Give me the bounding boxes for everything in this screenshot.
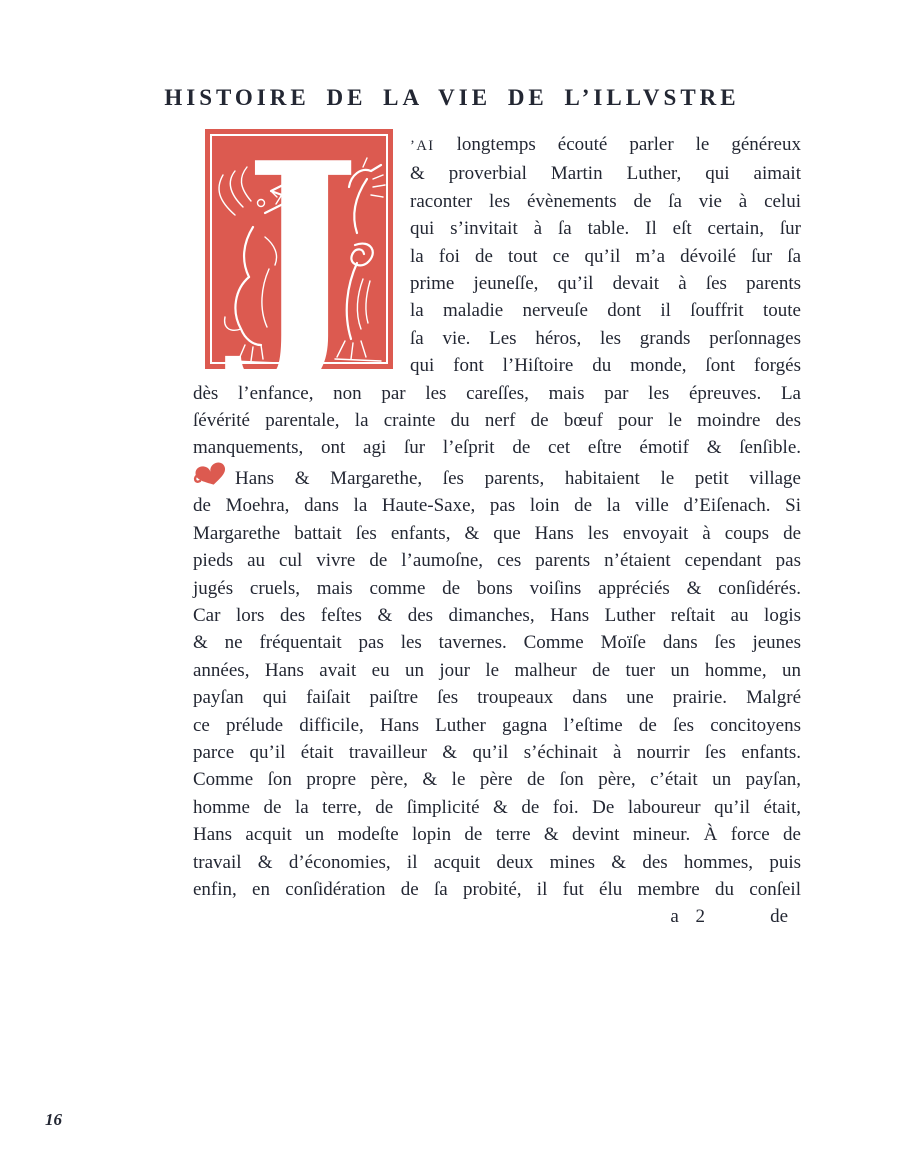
fleuron-icon <box>193 462 227 482</box>
text-line: jugés cruels, mais comme de bons voiſins appréciés & conſidérés. <box>193 577 801 599</box>
text-block <box>193 131 801 931</box>
text-line: ſévérité parentale, la crainte du nerf de bœuf pour le moindre des <box>193 410 801 432</box>
text-line: payſan qui faiſait paiſtre ſes troupeaux dans une prairie. Malgré <box>193 687 801 709</box>
text-line: & ne fréquentait pas les tavernes. Comme Moïſe dans ſes jeunes <box>193 632 801 654</box>
text-line: Hans acquit un modeſte lopin de terre & devint mineur. À force de <box>193 824 801 846</box>
text-line: travail & d’économies, il acquit deux mines & des hommes, puis <box>193 851 801 873</box>
drop-cap-initial-woodcut <box>205 129 393 369</box>
text-line: prime jeuneſſe, qu’il devait à ſes parents <box>410 273 801 295</box>
text-line: ce prélude difficile, Hans Luther gagna l’eſtime de ſes concitoyens <box>193 714 801 736</box>
text-line: manquements, ont agi ſur l’eſprit de cet eſtre émotif & ſenſible. <box>193 437 801 459</box>
text-line: Hans & Margarethe, ſes parents, habitaient le petit village <box>193 462 801 492</box>
catchline <box>193 903 801 931</box>
text-line: parce qu’il était travailleur & qu’il s’échinait à nourrir ſes enfants. <box>193 741 801 763</box>
running-title: HISTOIRE DE LA VIE DE L’ILLVSTRE <box>164 85 740 110</box>
text-line: Comme ſon propre père, & le père de ſon père, c’était un payſan, <box>193 769 801 791</box>
text-line: la maladie nerveuſe dont il ſouffrit toute <box>410 300 801 322</box>
text-line: ſa vie. Les héros, les grands perſonnages <box>410 327 801 349</box>
text-line: raconter les évènements de ſa vie à celui <box>410 190 801 212</box>
text-line: la foi de tout ce qu’il m’a dévoilé ſur ſa <box>410 245 801 267</box>
small-caps-lead: ’AI <box>410 138 435 154</box>
text-line: qui font l’Hiſtoire du monde, ſont forgés <box>410 355 801 377</box>
signature-mark: a 2 <box>670 906 705 928</box>
text-line: années, Hans avait eu un jour le malheur de tuer un homme, un <box>193 659 801 681</box>
page-number: 16 <box>45 1110 62 1129</box>
text-line: ’AI longtemps écouté parler le généreux <box>410 134 801 155</box>
text-line: enfin, en conſidération de ſa probité, il fut élu membre du conſeil <box>193 878 801 900</box>
text-line: Margarethe battait ſes enfants, & que Hans les envoyait à coups de <box>193 522 801 544</box>
text-line: pieds au cul vivre de l’aumoſne, ces parents n’étaient cependant pas <box>193 550 801 572</box>
text-line: de Moehra, dans la Haute-Saxe, pas loin de la ville d’Eiſenach. Si <box>193 495 801 517</box>
paragraph-2 <box>193 462 801 904</box>
text-line: Car lors des feſtes & des dimanches, Hans Luther reſtait au logis <box>193 604 801 626</box>
text-line: homme de la terre, de ſimplicité & de foi. De laboureur qu’il était, <box>193 796 801 818</box>
text-line: qui s’invitait à ſa table. Il eſt certain, ſur <box>410 218 801 240</box>
text-line: dès l’enfance, non par les careſſes, mais par les épreuves. La <box>193 382 801 404</box>
text-line: & proverbial Martin Luther, qui aimait <box>410 163 801 185</box>
drop-cap-letter: J <box>243 129 361 369</box>
catchword: de <box>770 906 788 928</box>
